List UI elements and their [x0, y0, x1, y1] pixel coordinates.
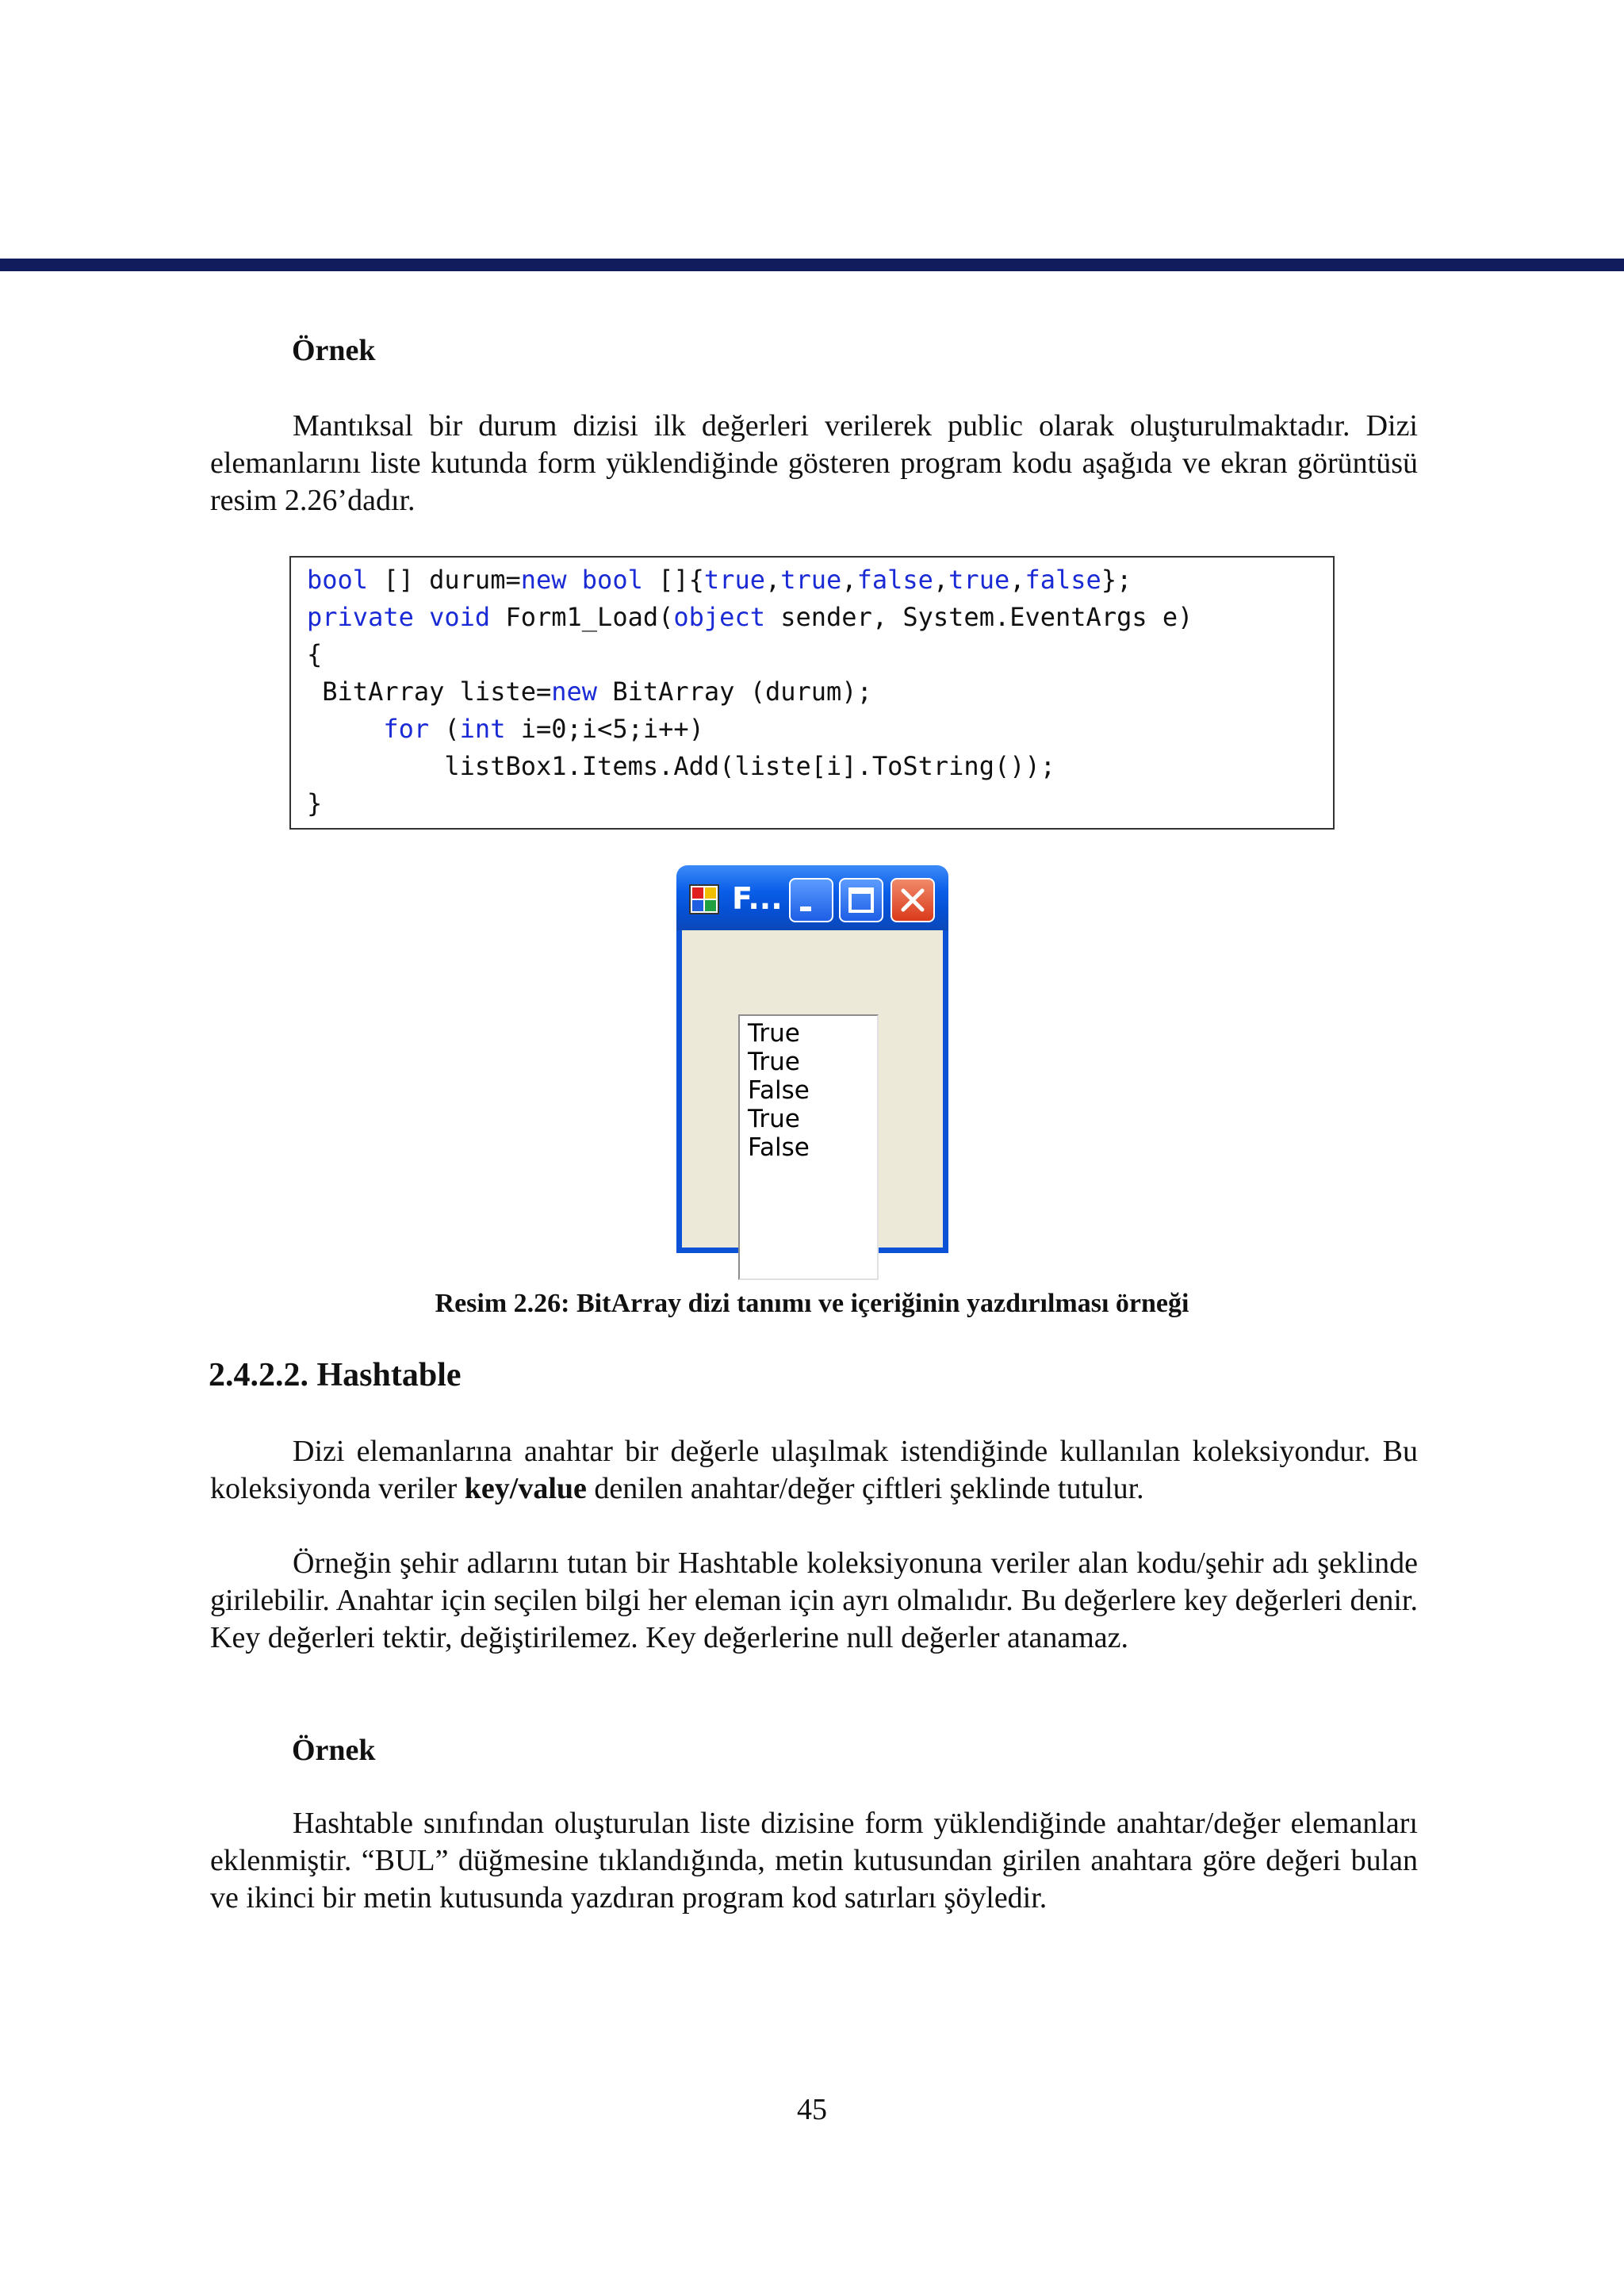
paragraph-2: [210, 1433, 1418, 1508]
paragraph-1-text: Mantıksal bir durum dizisi ilk değerleri verilerek public olarak oluşturulmaktadır. Dizi elemanlarını liste kutunda form yüklendiğinde gösteren program kodu aşağıda ve ekran görüntüsü resim 2.26’dadır.: [210, 409, 1418, 517]
paragraph-4: [210, 1805, 1418, 1917]
code-line-1: bool [] durum=new bool []{true,true,false,true,false};: [307, 565, 1132, 595]
paragraph-3-text: Örneğin şehir adlarını tutan bir Hashtable koleksiyonuna veriler alan kodu/şehir adı şeklinde girilebilir. Anahtar için seçilen bilgi her eleman için ayrı olmalıdır. Bu değerlere key değerleri denir. Key değerleri tektir, değiştirilemez. Key değerlerine null değerler atanamaz.: [210, 1547, 1418, 1654]
list-item[interactable]: False: [748, 1076, 810, 1105]
minimize-button[interactable]: [789, 878, 833, 922]
code-block: [289, 556, 1335, 830]
paragraph-2-text-b: denilen anahtar/değer çiftleri şeklinde tutulur.: [586, 1472, 1144, 1505]
paragraph-2-bold: key/value: [464, 1472, 587, 1505]
list-item[interactable]: True: [748, 1048, 800, 1076]
code-line-2: private void Form1_Load(object sender, System.EventArgs e): [307, 602, 1193, 632]
example-heading-1: Örnek: [292, 334, 376, 367]
list-item[interactable]: True: [748, 1019, 800, 1048]
code-line-4: BitArray liste=new BitArray (durum);: [307, 676, 872, 707]
maximize-button[interactable]: [839, 878, 883, 922]
minimize-icon: [791, 880, 832, 921]
app-icon: [689, 884, 719, 914]
code-line-3: {: [307, 639, 323, 669]
list-item[interactable]: True: [748, 1105, 800, 1133]
close-button[interactable]: [891, 878, 935, 922]
page-number: 45: [797, 2093, 827, 2126]
code-line-6: listBox1.Items.Add(liste[i].ToString());: [307, 751, 1056, 781]
maximize-icon: [841, 880, 882, 921]
paragraph-3: [210, 1545, 1418, 1657]
list-box[interactable]: [738, 1014, 879, 1280]
code-line-5: for (int i=0;i<5;i++): [383, 714, 704, 744]
example-heading-2: Örnek: [292, 1734, 376, 1767]
code-line-7: }: [307, 788, 323, 818]
close-icon: [892, 880, 933, 921]
paragraph-2-text-a: Dizi elemanlarına anahtar bir değerle ulaşılmak istendiğinde kullanılan koleksiyondur. Bu koleksiyonda veriler: [210, 1435, 1418, 1505]
header-rule: [0, 259, 1624, 271]
window-title: F...: [732, 881, 783, 916]
figure-caption: Resim 2.26: BitArray dizi tanımı ve içeriğinin yazdırılması örneği: [435, 1289, 1189, 1318]
paragraph-1: [210, 408, 1418, 519]
paragraph-4-text: Hashtable sınıfından oluşturulan liste dizisine form yüklendiğinde anahtar/değer elemanları eklenmiştir. “BUL” düğmesine tıklandığında, metin kutusundan girilen anahtara göre değeri bulan ve ikinci bir metin kutusunda yazdıran program kod satırları şöyledir.: [210, 1807, 1418, 1914]
form-window: [676, 865, 948, 1253]
list-item[interactable]: False: [748, 1133, 810, 1162]
window-titlebar[interactable]: [676, 865, 948, 930]
window-client-area: [676, 930, 948, 1253]
section-title: 2.4.2.2. Hashtable: [209, 1357, 462, 1393]
